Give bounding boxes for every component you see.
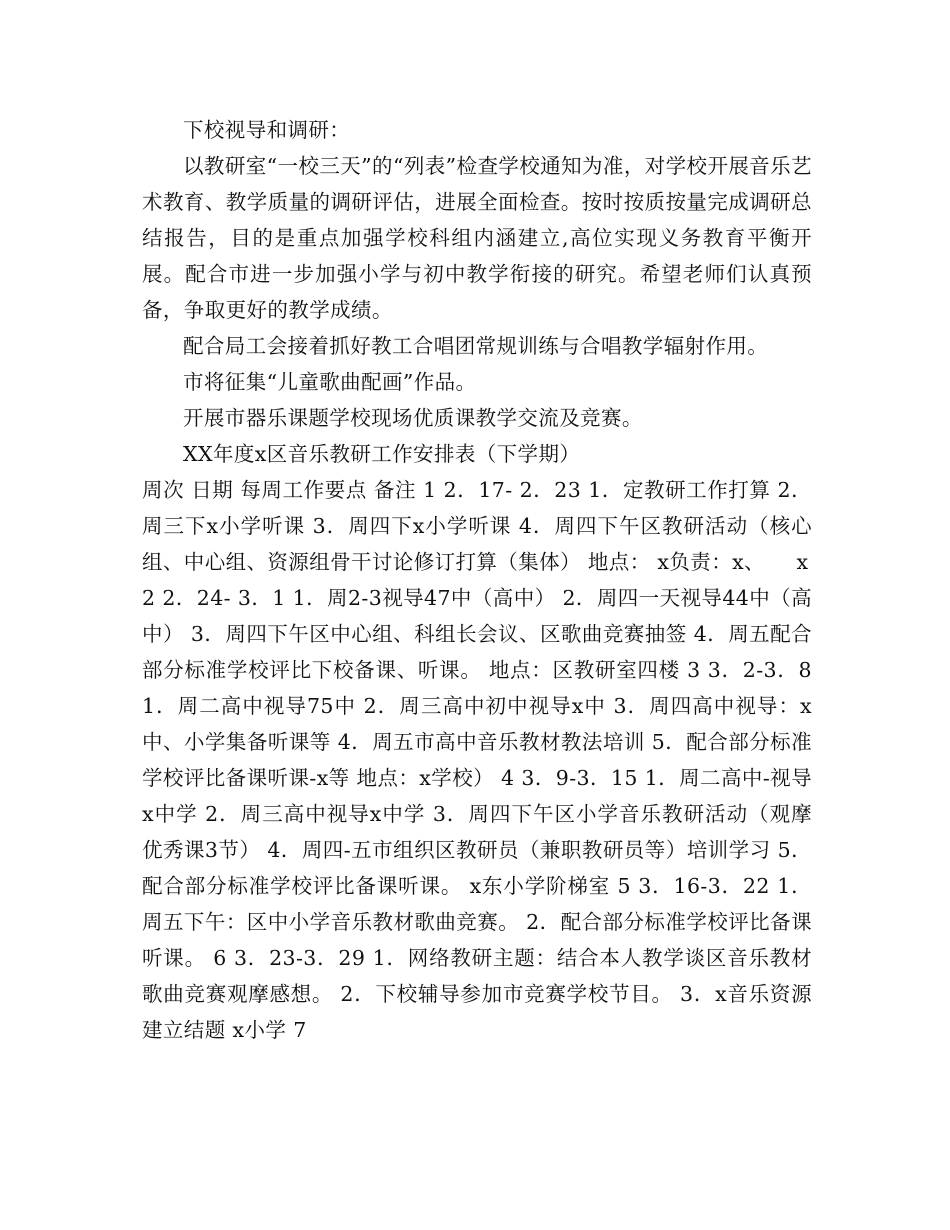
paragraph-choir-training: 配合局工会接着抓好教工合唱团常规训练与合唱教学辐射作用。 xyxy=(183,334,769,358)
paragraph-song-painting: 市将征集“儿童歌曲配画”作品。 xyxy=(183,370,477,394)
document-body xyxy=(142,112,812,1048)
schedule-table-text-week1: 周次 日期 每周工作要点 备注 1 2．17- 2．23 1．定教研工作打算 2．周三下x小学听课 3．周四下x小学听课 4．周四下午区教研活动（核心组、中心组、资源组骨干讨论修订打算（集体） 地点： x负责：x、 x xyxy=(142,478,812,574)
paragraph-inspection-details: 以教研室“一校三天”的“列表”检查学校通知为准，对学校开展音乐艺术教育、教学质量的调研评估，进展全面检查。按时按质按量完成调研总结报告，目的是重点加强学校科组内涵建立,高位实现义务教育平衡开展。配合市进一步加强小学与初中教学衔接的研究。希望老师们认真预备，争取更好的教学成绩。 xyxy=(142,154,812,322)
paragraph-school-inspection-heading: 下校视导和调研： xyxy=(183,118,351,142)
paragraph-instrument-competition: 开展市器乐课题学校现场优质课教学交流及竞赛。 xyxy=(183,406,643,430)
schedule-table-text-week2-7: 2 2．24- 3．1 1．周2-3视导47中（高中） 2．周四一天视导44中（高中） 3．周四下午区中心组、科组长会议、区歌曲竞赛抽签 4．周五配合部分标准学校评比下校备课、听课。 地点：区教研室四楼 3 3．2-3．8 1．周二高中视导75中 2．周三高中初中视导x中 3．周四高中视导：x中、小学集备听课等 4．周五市高中音乐教材教法培训 5．配合部分标准学校评比备课听课-x等 地点：x学校） 4 3．9-3．15 1．周二高中-视导x中学 2．周三高中视导x中学 3．周四下午区小学音乐教研活动（观摩优秀课3节） 4．周四-五市组织区教研员（兼职教研员等）培训学习 5．配合部分标准学校评比备课听课。 x东小学阶梯室 5 3．16-3．22 1．周五下午：区中小学音乐教材歌曲竞赛。 2．配合部分标准学校评比备课听课。 6 3．23-3．29 1．网络教研主题：结合本人教学谈区音乐教材歌曲竞赛观摩感想。 2．下校辅导参加市竞赛学校节目。 3．x音乐资源建立结题 x小学 7 xyxy=(142,586,812,1042)
schedule-table-title: XX年度x区音乐教研工作安排表（下学期） xyxy=(183,442,581,466)
